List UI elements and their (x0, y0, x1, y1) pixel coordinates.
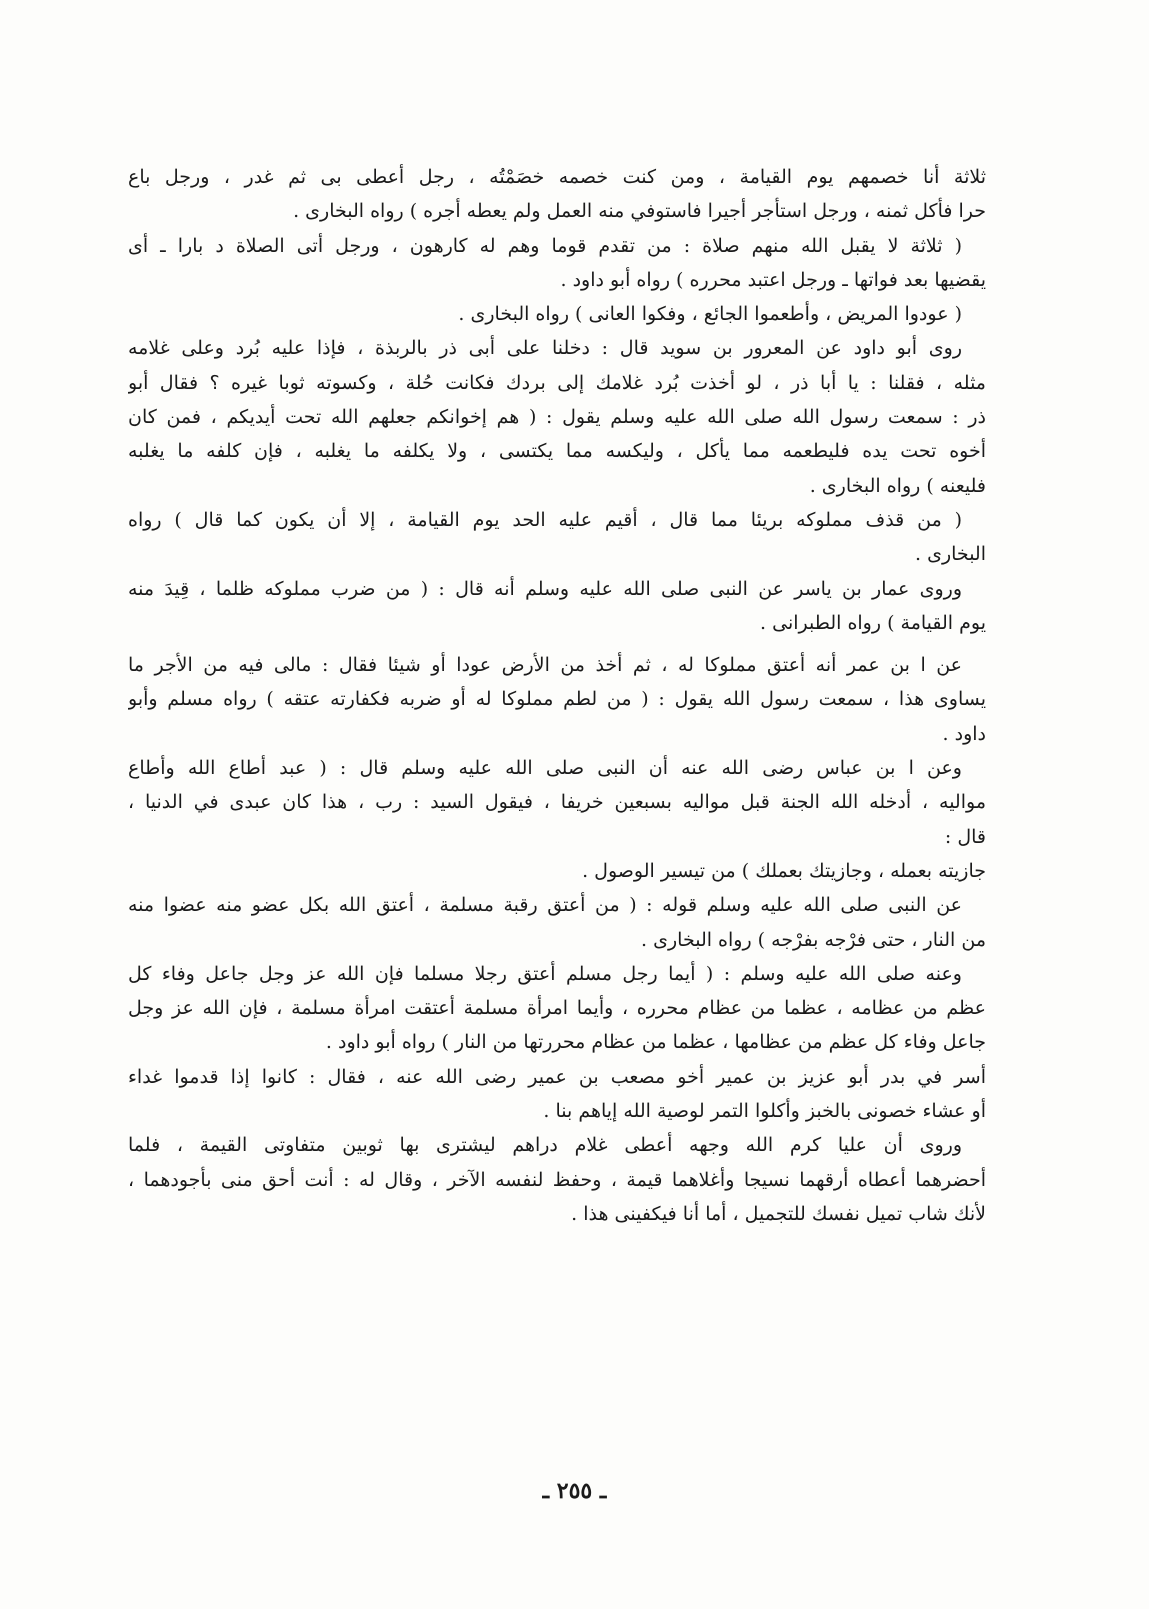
text-line: داود . (942, 722, 986, 745)
text-line: وعن ا بن عباس رضى الله عنه أن النبى صلى الله عليه وسلم قال : ( عبد أطاع الله وأطاع (128, 757, 962, 780)
text-line: أسر في بدر أبو عزيز بن عمير أخو مصعب بن عمير رضى الله عنه ، فقال : كانوا إذا قدموا غداء (128, 1065, 986, 1088)
text-line: وروى عمار بن ياسر عن النبى صلى الله عليه وسلم أنه قال : ( من ضرب مملوكه ظلما ، قِيدَ منه (128, 577, 962, 600)
text-line: ( ثلاثة لا يقبل الله منهم صلاة : من تقدم قوما وهم له كارهون ، ورجل أتى الصلاة د بارا ـ أى (128, 234, 962, 257)
text-line: وروى أن عليا كرم الله وجهه أعطى غلام دراهم ليشترى بها ثوبين متفاوتى القيمة ، فلما (128, 1134, 962, 1157)
text-line: لأنك شاب تميل نفسك للتجميل ، أما أنا فيكفينى هذا . (571, 1202, 986, 1225)
text-line: عن النبى صلى الله عليه وسلم قوله : ( من أعتق رقبة مسلمة ، أعتق الله بكل عضو منه عضوا منه (128, 894, 962, 917)
text-line: يقضيها بعد فواتها ـ ورجل اعتبد محرره ) رواه أبو داود . (560, 268, 986, 291)
text-line: ثلاثة أنا خصمهم يوم القيامة ، ومن كنت خصمه خصَمْتُه ، رجل أعطى بى ثم غدر ، ورجل باع (128, 166, 986, 188)
text-line: روى أبو داود عن المعرور بن سويد قال : دخلنا على أبى ذر بالربذة ، فإذا عليه بُرد وعلى غلامه (128, 337, 962, 360)
body-text (128, 160, 986, 1231)
text-line: عن ا بن عمر أنه أعتق مملوكا له ، ثم أخذ من الأرض عودا أو شيئا فقال : مالى فيه من الأجر ما (128, 654, 962, 677)
text-line: ( من قذف مملوكه بريئا مما قال ، أقيم عليه الحد يوم القيامة ، إلا أن يكون كما قال ) رواه (128, 508, 962, 531)
text-line: وعنه صلى الله عليه وسلم : ( أيما رجل مسلم أعتق رجلا مسلما فإن الله عز وجل جاعل وفاء كل (128, 962, 962, 985)
text-line: عظم من عظامه ، عظما من عظام محرره ، وأيما امرأة مسلمة أعتقت امرأة مسلمة ، فإن الله عز وجل (128, 997, 986, 1020)
text-line: أخوه تحت يده فليطعمه مما يأكل ، وليكسه مما يكتسى ، ولا يكلفه ما يغلبه ، فإن كلفه ما يغلبه (128, 440, 986, 463)
text-line: أو عشاء خصونى بالخبز وأكلوا التمر لوصية الله إياهم بنا . (543, 1100, 986, 1123)
text-line: يوم القيامة ) رواه الطبرانى . (760, 611, 986, 634)
text-line: من النار ، حتى فرْجه بفرْجه ) رواه البخارى . (641, 928, 986, 951)
text-line: أحضرهما أعطاه أرقهما نسيجا وأغلاهما قيمة ، وحفظ لنفسه الآخر ، وقال له : أنت أحق منى بأجودهما ، (128, 1168, 986, 1191)
text-line: جاعل وفاء كل عظم من عظامها ، عظما من عظام محررتها من النار ) رواه أبو داود . (325, 1031, 986, 1054)
text-line: البخارى . (915, 543, 986, 566)
text-line: حرا فأكل ثمنه ، ورجل استأجر أجيرا فاستوفي منه العمل ولم يعطه أجره ) رواه البخارى . (293, 200, 986, 223)
text-line: ( عودوا المريض ، وأطعموا الجائع ، وفكوا العانى ) رواه البخارى . (458, 303, 962, 326)
text-line: يساوى هذا ، سمعت رسول الله يقول : ( من لطم مملوكا له أو ضربه فكفارته عتقه ) رواه مسلم وأبو (128, 688, 986, 711)
page-number: ـ ٢٥٥ ـ (542, 1478, 607, 1504)
text-line: مثله ، فقلنا : يا أبا ذر ، لو أخذت بُرد غلامك إلى بردك فكانت حُلة ، وكسوته ثوبا غيره ؟ فقال أبو (128, 371, 986, 394)
text-line: مواليه ، أدخله الله الجنة قبل مواليه بسبعين خريفا ، فيقول السيد : رب ، هذا كان عبدى في الدنيا ، (128, 791, 986, 814)
text-line: قال : (944, 825, 986, 848)
text-line: فليعنه ) رواه البخارى . (809, 474, 986, 497)
paragraph-gap (128, 640, 986, 648)
text-line: ذر : سمعت رسول الله صلى الله عليه وسلم يقول : ( هم إخوانكم جعلهم الله تحت أيديكم ، فمن كان (128, 406, 986, 429)
text-line: جازيته بعمله ، وجازيتك بعملك ) من تيسير الوصول . (582, 859, 986, 882)
